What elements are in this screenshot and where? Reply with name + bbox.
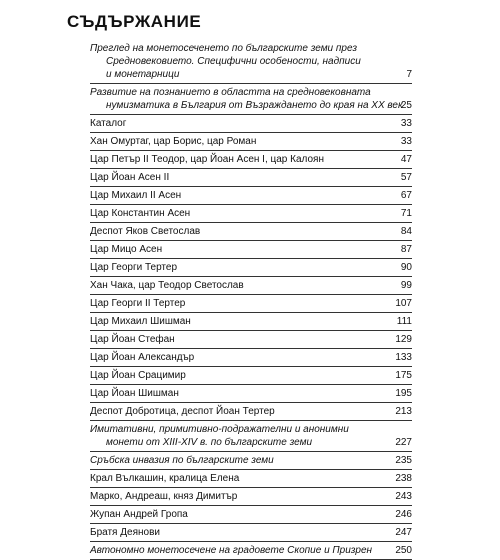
- toc-entry: [90, 241, 412, 259]
- toc-page-number: 87: [400, 244, 412, 255]
- toc-page-number: 90: [400, 262, 412, 273]
- toc-entry-title: Автономно монетосечене на градовете Скопие и Призрен: [90, 545, 373, 556]
- toc-page-number: 250: [395, 545, 412, 556]
- toc-entry-title: Преглед на монетосеченето по българските земи през: [90, 43, 358, 54]
- toc-page-number: 227: [395, 437, 412, 448]
- toc-page-number: 243: [395, 491, 412, 502]
- toc-entry: [90, 403, 412, 421]
- toc-entry: [90, 133, 412, 151]
- toc-entry-line: [90, 42, 412, 55]
- toc-entry-title: Хан Чака, цар Теодор Светослав: [90, 280, 244, 291]
- toc-page-number: 133: [395, 352, 412, 363]
- toc-page-number: 107: [395, 298, 412, 309]
- toc-page-number: 129: [395, 334, 412, 345]
- toc-entry-line: [90, 405, 412, 418]
- toc-entry-line: [90, 243, 412, 256]
- toc-entry-title: Развитие на познанието в областта на средновековната: [90, 87, 371, 98]
- toc-entry: [90, 506, 412, 524]
- toc-page-number: 247: [395, 527, 412, 538]
- toc-entry-title: Каталог: [90, 118, 127, 129]
- toc-entry-title: Цар Георги II Тертер: [90, 298, 186, 309]
- toc-entry-line: [90, 526, 412, 539]
- toc-page-number: 213: [395, 406, 412, 417]
- toc-entry-line: [90, 117, 412, 130]
- toc-entry: [90, 205, 412, 223]
- toc-entry: [90, 385, 412, 403]
- toc-entry-line: [90, 508, 412, 521]
- toc-entry-title: Цар Йоан Стефан: [90, 334, 175, 345]
- toc-page-number: 238: [395, 473, 412, 484]
- toc-entry: [90, 115, 412, 133]
- toc-page-number: 99: [400, 280, 412, 291]
- toc-entry: [90, 367, 412, 385]
- toc-page-number: 33: [400, 136, 412, 147]
- toc-entry-line: [90, 135, 412, 148]
- toc-page-number: 111: [396, 316, 412, 327]
- toc-entry-line: [90, 171, 412, 184]
- toc-page-number: 195: [395, 388, 412, 399]
- toc-entry-line: [90, 261, 412, 274]
- toc-entry-line: [90, 423, 412, 436]
- toc-entry: [90, 524, 412, 542]
- toc-entry-title: Братя Деянови: [90, 527, 160, 538]
- toc-entry-title: Цар Мицо Асен: [90, 244, 163, 255]
- toc-entry-line: [90, 315, 412, 328]
- toc-entry: [90, 223, 412, 241]
- toc-entry-line: [90, 189, 412, 202]
- toc-page-number: 57: [400, 172, 412, 183]
- toc-page-number: 25: [400, 100, 412, 111]
- toc-entry-line: [90, 55, 412, 68]
- toc-entry: [90, 169, 412, 187]
- toc-entry-title: Марко, Андреаш, княз Димитър: [90, 491, 238, 502]
- toc-entry: [90, 542, 412, 560]
- toc-entry-title: Хан Омуртаг, цар Борис, цар Роман: [90, 136, 257, 147]
- toc-entry: [90, 295, 412, 313]
- toc-entry: [90, 488, 412, 506]
- toc-entry-line: [90, 333, 412, 346]
- toc-entry: [90, 187, 412, 205]
- toc-entry-title: Средновековието. Специфични особености, надписи: [106, 56, 361, 67]
- toc-page-number: 175: [395, 370, 412, 381]
- toc-page-number: 235: [395, 455, 412, 466]
- toc-entry-line: [90, 472, 412, 485]
- toc-page-number: 33: [400, 118, 412, 129]
- toc-page-number: 47: [400, 154, 412, 165]
- toc-entry: [90, 452, 412, 470]
- toc-entry-title: Цар Петър II Теодор, цар Йоан Асен I, цар Калоян: [90, 154, 324, 165]
- toc-page-number: 84: [400, 226, 412, 237]
- toc-entry-title: монети от XIII-XIV в. по българските земи: [106, 437, 313, 448]
- toc-entry: [90, 470, 412, 488]
- toc-entry-line: [90, 369, 412, 382]
- toc-page-number: 67: [400, 190, 412, 201]
- toc-entry-title: нумизматика в България от Възраждането до края на ХХ век: [106, 100, 403, 111]
- toc-entry-title: Крал Вълкашин, кралица Елена: [90, 473, 240, 484]
- toc-entry-line: [90, 86, 412, 99]
- toc-entry-title: Деспот Яков Светослав: [90, 226, 201, 237]
- toc-entry: [90, 151, 412, 169]
- toc-entry-title: Цар Михаил Шишман: [90, 316, 191, 327]
- toc-entry-title: Цар Константин Асен: [90, 208, 191, 219]
- toc-entry-title: Деспот Добротица, деспот Йоан Тертер: [90, 406, 275, 417]
- toc-entry-line: [90, 351, 412, 364]
- toc-entry: [90, 84, 412, 115]
- toc-entry-line: [90, 490, 412, 503]
- toc-entry-line: [90, 68, 412, 81]
- toc-page-number: 7: [406, 69, 412, 80]
- toc-entry-line: [90, 297, 412, 310]
- toc-entry-line: [90, 279, 412, 292]
- toc-entry-title: Цар Георги Тертер: [90, 262, 178, 273]
- toc-entry-title: Сръбска инвазия по българските земи: [90, 455, 274, 466]
- toc-entry: [90, 421, 412, 452]
- toc-entry-title: Цар Йоан Срацимир: [90, 370, 186, 381]
- toc-entry: [90, 331, 412, 349]
- toc-entry-line: [90, 99, 412, 112]
- toc-entry-title: Цар Йоан Александър: [90, 352, 195, 363]
- toc-entry-title: Имитативни, примитивно-подражателни и анонимни: [90, 424, 349, 435]
- toc-entry: [90, 349, 412, 367]
- toc-entry-line: [90, 207, 412, 220]
- toc-page-number: 246: [395, 509, 412, 520]
- toc-entry-title: Цар Йоан Шишман: [90, 388, 179, 399]
- toc-entry-line: [90, 387, 412, 400]
- toc-entry-line: [90, 225, 412, 238]
- toc-entry-title: Цар Михаил II Асен: [90, 190, 182, 201]
- toc-entry: [90, 313, 412, 331]
- contents-heading: СЪДЪРЖАНИЕ: [67, 12, 202, 31]
- toc-entry: [90, 259, 412, 277]
- table-of-contents: [90, 40, 412, 560]
- toc-entry-line: [90, 153, 412, 166]
- toc-entry-line: [90, 454, 412, 467]
- toc-entry-title: Цар Йоан Асен II: [90, 172, 170, 183]
- toc-entry-line: [90, 544, 412, 557]
- toc-entry: [90, 40, 412, 84]
- toc-entry: [90, 277, 412, 295]
- toc-entry-title: Жупан Андрей Гропа: [90, 509, 188, 520]
- toc-page-number: 71: [400, 208, 412, 219]
- toc-entry-title: и монетарници: [106, 69, 180, 80]
- toc-entry-line: [90, 436, 412, 449]
